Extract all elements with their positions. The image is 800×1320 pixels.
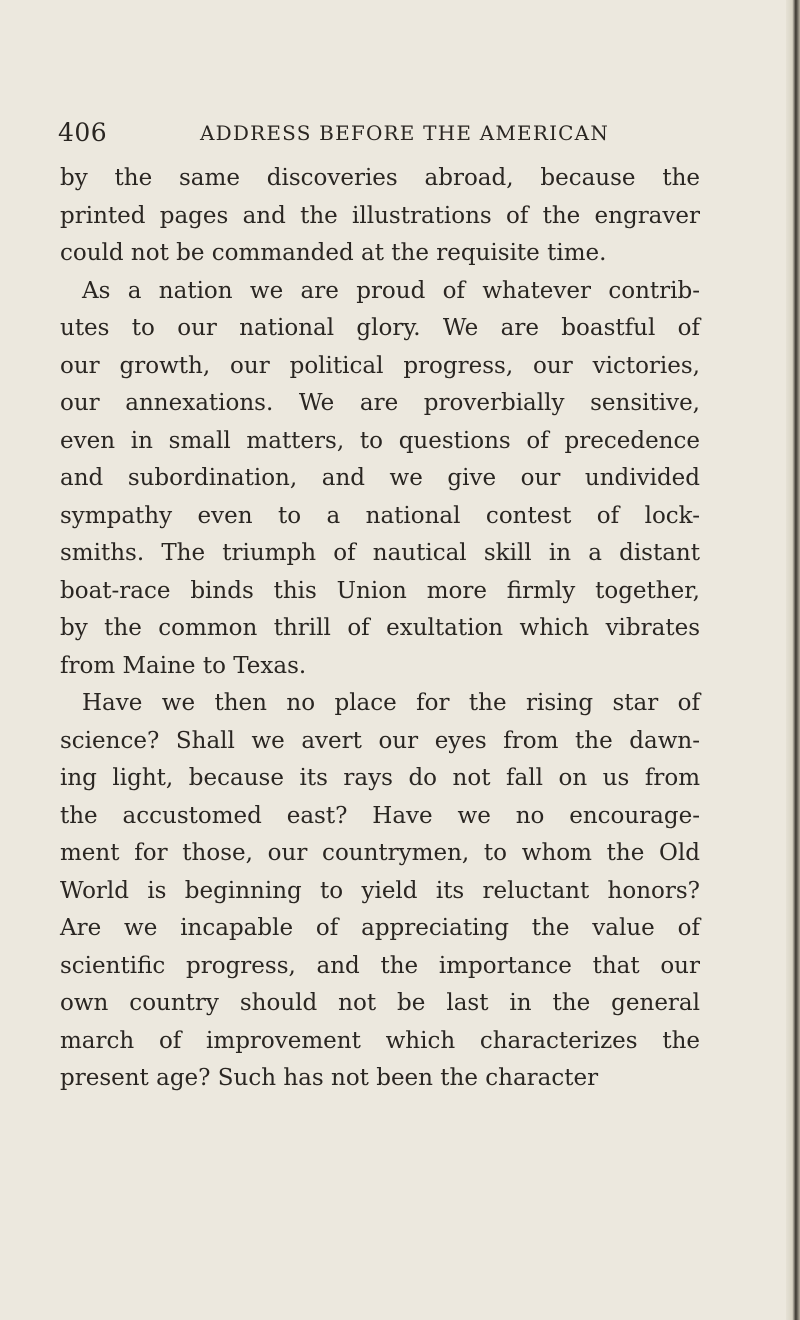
text-line: Have we then no place for the rising star of (82, 690, 700, 716)
text-line: own country should not be last in the general (60, 990, 700, 1016)
running-title: ADDRESS BEFORE THE AMERICAN (200, 121, 610, 145)
text-line: and subordination, and we give our undivided (60, 465, 700, 491)
text-line: by the same discoveries abroad, because the (60, 165, 700, 191)
text-line: sympathy even to a national contest of lock- (60, 502, 700, 529)
text-line: present age? Such has not been the character (60, 1065, 599, 1091)
page-edge (786, 0, 800, 1320)
body-text (60, 160, 700, 1098)
text-line: ment for those, our countrymen, to whom the Old (60, 840, 700, 866)
text-line: Are we incapable of appreciating the value of (60, 915, 700, 941)
text-line: As a nation we are proud of whatever contrib- (82, 277, 700, 304)
text-line: ing light, because its rays do not fall on us from (60, 765, 700, 791)
text-line: utes to our national glory. We are boastful of (60, 315, 700, 341)
text-line: World is beginning to yield its reluctant honors? (60, 877, 700, 904)
page-number: 406 (58, 118, 108, 147)
text-line: boat-race binds this Union more firmly together, (60, 577, 700, 604)
text-line: our annexations. We are proverbially sensitive, (60, 390, 700, 416)
text-line: even in small matters, to questions of precedence (60, 427, 700, 454)
text-line: by the common thrill of exultation which vibrates (60, 615, 700, 641)
text-line: science? Shall we avert our eyes from the dawn- (60, 727, 700, 754)
text-line: our growth, our political progress, our victories, (60, 352, 700, 379)
text-line: smiths. The triumph of nautical skill in a distant (60, 540, 700, 566)
text-line: printed pages and the illustrations of the engraver (60, 202, 700, 229)
text-line: could not be commanded at the requisite time. (60, 240, 607, 266)
text-line: scientific progress, and the importance that our (60, 952, 700, 979)
text-line: the accustomed east? Have we no encourage- (60, 802, 700, 829)
text-line: march of improvement which characterizes the (60, 1027, 700, 1054)
text-line: from Maine to Texas. (60, 652, 307, 679)
